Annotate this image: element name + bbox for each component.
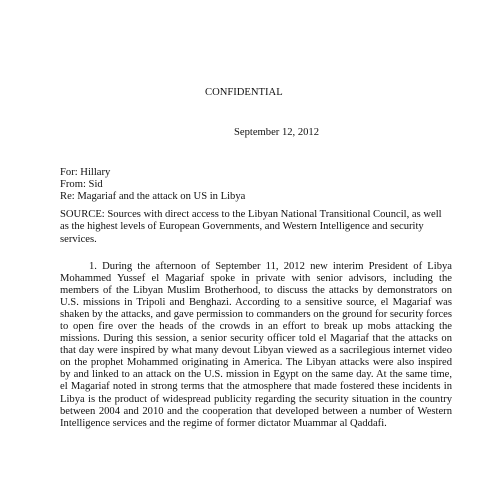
- document-date: September 12, 2012: [234, 127, 320, 138]
- subject-line: Re: Magariaf and the attack on US in Libya: [60, 191, 246, 202]
- recipient-line: For: Hillary: [60, 167, 111, 178]
- sender-line: From: Sid: [60, 179, 103, 190]
- source-paragraph: SOURCE: Sources with direct access to the Libyan National Transitional Council, as well as the highest levels of European Governments, and Western Intelligence and security services.: [60, 209, 442, 245]
- classification-header: CONFIDENTIAL: [205, 87, 283, 98]
- body-paragraph-1: 1. During the afternoon of September 11, 2012 new interim President of Libya Mohammed Yussef el Magariaf spoke in private with senior advisors, including the members of the Libyan Muslim Brotherhood, to discuss the attacks by demonstrators on U.S. missions in Tripoli and Benghazi. According to a sensitive source, el Magariaf was shaken by the attacks, and gave permission to commanders on the ground for security forces to open fire over the heads of the crowds in an effort to break up mobs attacking the missions. During this session, a senior security officer told el Magariaf that the attacks on that day were inspired by what many devout Libyan viewed as a sacrilegious internet video on the prophet Mohammed originating in America. The Libyan attacks were also inspired by and linked to an attack on the U.S. mission in Egypt on the same day. At the same time, el Magariaf noted in strong terms that the atmosphere that made fostered these incidents in Libya is the product of widespread publicity regarding the security situation in the country between 2004 and 2010 and the cooperation that developed between a number of Western Intelligence services and the regime of former dictator Muammar al Qaddafi.: [60, 261, 452, 429]
